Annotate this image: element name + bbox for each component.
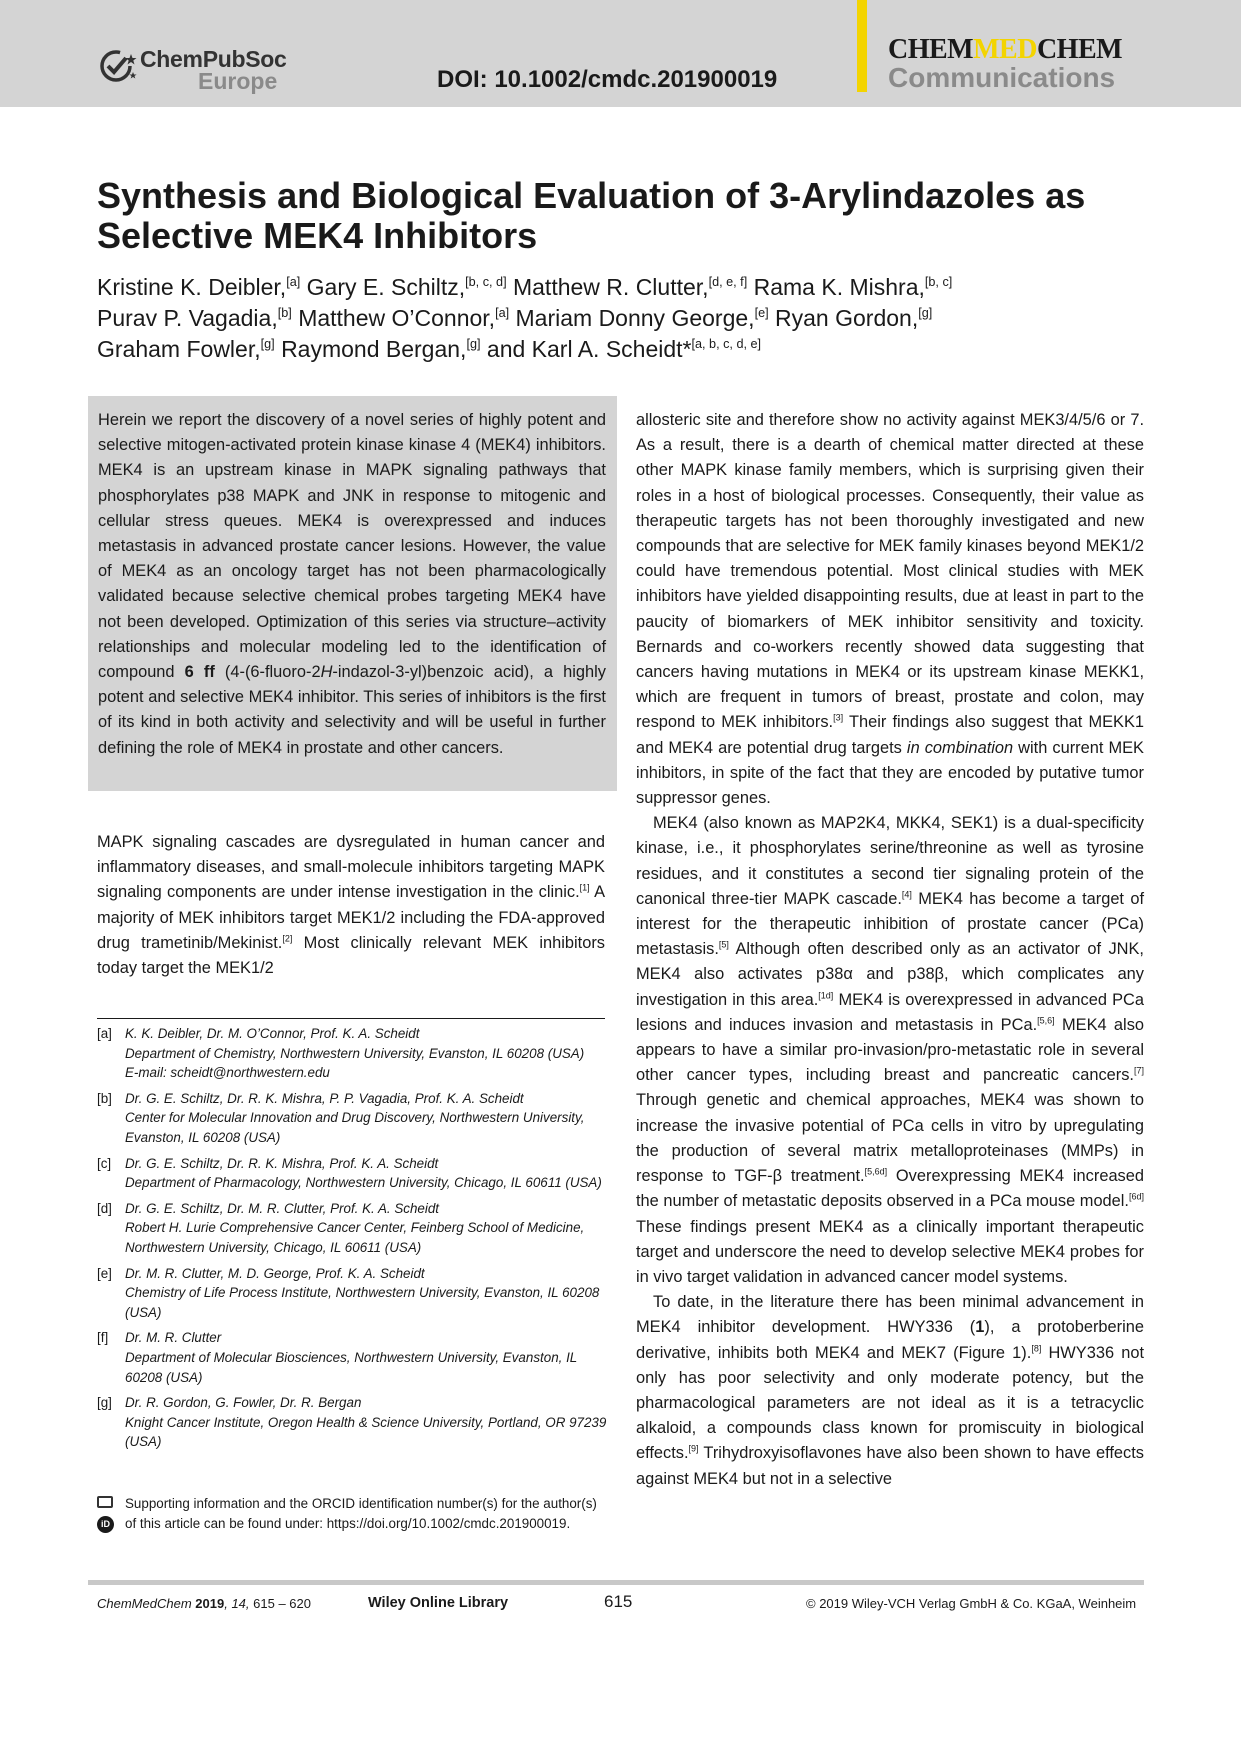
affiliation-item — [97, 1199, 609, 1258]
footer-year: 2019 — [195, 1596, 225, 1611]
body-run: MEK4 also appears to have a similar pro-invasion/pro-metastatic role in several other cancer types, including breast and pancreatic cancers. — [636, 1015, 1145, 1085]
citation-ref[interactable]: [1] — [579, 883, 590, 894]
body-paragraph — [636, 408, 1144, 811]
orcid-icon: iD — [97, 1516, 114, 1533]
citation-ref[interactable]: [6d] — [1128, 1191, 1144, 1202]
body-run: Overexpressing MEK4 increased the number of metastatic deposits observed in a PCa mouse model. — [636, 1167, 1144, 1211]
author-name[interactable]: Raymond Bergan, — [281, 336, 467, 362]
author-name[interactable]: Matthew O’Connor, — [298, 305, 496, 331]
citation-ref[interactable]: [3] — [833, 713, 844, 724]
body-run: MEK4 (also known as MAP2K4, MKK4, SEK1) is a dual-specificity kinase, i.e., it phosphorylates serine/threonine as well as tyrosine residues, and it constitutes a second tier signaling protein of the canonical three-tier MAPK cascade. — [636, 814, 1144, 908]
article-title: Synthesis and Biological Evaluation of 3-Arylindazoles as Selective MEK4 Inhibitors — [97, 175, 1086, 256]
author-affiliation: [g] — [260, 337, 275, 352]
body-run: ), a protoberberine derivative, inhibits both MEK4 and MEK7 (Figure 1). — [636, 1318, 1144, 1362]
affiliation-line: Department of Chemistry, Northwestern University, Evanston, IL 60208 (USA) — [125, 1045, 585, 1061]
author-affiliation: [b, c] — [924, 275, 953, 290]
supporting-info-text[interactable]: Supporting information and the ORCID identification number(s) for the author(s) of this article can be found under: https://doi.org/10.1002/cmdc.201900019. — [125, 1496, 597, 1531]
author-affiliation: [a, b, c, d, e] — [691, 337, 762, 352]
affiliation-line: Dr. M. R. Clutter, M. D. George, Prof. K. A. Scheidt — [125, 1265, 425, 1281]
affiliation-line: Dr. R. Gordon, G. Fowler, Dr. R. Bergan — [125, 1395, 362, 1411]
affiliation-tag: [d] — [97, 1200, 112, 1216]
author-name[interactable]: Kristine K. Deibler, — [97, 274, 287, 300]
chempubsoc-logo-icon — [98, 46, 138, 86]
wiley-online-library-link[interactable]: Wiley Online Library — [368, 1595, 509, 1611]
affiliation-item — [97, 1154, 609, 1193]
affiliation-line: Dr. G. E. Schiltz, Dr. R. K. Mishra, Prof. K. A. Scheidt — [125, 1155, 439, 1171]
journal-name-part: CHEM — [1036, 34, 1123, 65]
footer-volume: 14 — [231, 1596, 246, 1611]
affiliation-tag: [f] — [97, 1330, 109, 1346]
citation-ref[interactable]: [1d] — [818, 990, 834, 1001]
author-name[interactable]: Gary E. Schiltz, — [306, 274, 466, 300]
body-run: Their findings also suggest that MEKK1 and MEK4 are potential drug targets — [636, 713, 1145, 757]
abstract-run: (4-(6-fluoro-2 — [214, 663, 321, 682]
email-link[interactable]: E-mail: scheidt@northwestern.edu — [125, 1065, 330, 1081]
citation-ref[interactable]: [5,6] — [1037, 1015, 1055, 1026]
copyright-notice: © 2019 Wiley-VCH Verlag GmbH & Co. KGaA, Weinheim — [806, 1596, 1137, 1611]
citation-ref[interactable]: [8] — [1031, 1343, 1042, 1354]
affiliation-item — [97, 1328, 609, 1387]
author-name[interactable]: Purav P. Vagadia, — [97, 305, 278, 331]
abstract-text — [98, 408, 606, 761]
compound-label: 1 — [975, 1318, 985, 1337]
affiliation-line: Center for Molecular Innovation and Drug Discovery, Northwestern University, Evanston, IL 60208 (USA) — [125, 1110, 585, 1145]
affiliation-line: Dr. G. E. Schiltz, Dr. M. R. Clutter, Prof. K. A. Scheidt — [125, 1200, 440, 1216]
author-affiliation: [a] — [286, 275, 301, 290]
body-italic: in combination — [906, 738, 1014, 757]
citation-ref[interactable]: [9] — [688, 1444, 699, 1455]
supporting-info-icons — [97, 1496, 115, 1533]
affiliation-line: Chemistry of Life Process Institute, Northwestern University, Evanston, IL 60208 (USA) — [125, 1285, 600, 1320]
journal-name-part: MED — [973, 34, 1037, 65]
page-number: 615 — [604, 1592, 633, 1611]
publisher-name: ChemPubSoc — [140, 46, 287, 72]
journal-accent-bar — [857, 0, 867, 92]
body-run: A majority of MEK inhibitors target MEK1/2 including the FDA-approved drug trametinib/Mekinist. — [97, 883, 605, 952]
affiliation-tag: [a] — [97, 1026, 112, 1041]
affiliation-tag: [b] — [97, 1090, 112, 1106]
author-name[interactable]: Graham Fowler, — [97, 336, 261, 362]
computer-icon — [97, 1496, 113, 1508]
body-run: To date, in the literature there has been minimal advancement in MEK4 inhibitor development. HWY336 ( — [636, 1293, 1144, 1337]
footer-rule — [88, 1580, 1144, 1585]
affiliation-tag: [c] — [97, 1155, 112, 1171]
body-run: HWY336 not only has poor selectivity and only moderate potency, but the pharmacological parameters are not ideal as it is a tetracyclic alkaloid, a compounds class known for promiscuity in biological effects. — [636, 1343, 1144, 1463]
affiliation-line: K. K. Deibler, Dr. M. O’Connor, Prof. K. A. Scheidt — [125, 1026, 420, 1041]
affiliation-line: Dr. M. R. Clutter — [125, 1330, 222, 1346]
body-run: Although often described only as an activator of JNK, MEK4 also activates p38α and p38β, which complicates any investigation in this area. — [636, 940, 1144, 1009]
footer-journal: ChemMedChem — [97, 1596, 192, 1611]
affiliation-item — [97, 1089, 609, 1148]
author-affiliation: [g] — [466, 337, 481, 352]
body-run: with current MEK inhibitors, in spite of the fact that they are encoded by putative tumor suppressor genes. — [636, 738, 1144, 808]
body-run: Most clinically relevant MEK inhibitors today target the MEK1/2 — [97, 933, 605, 978]
article-type: Communications — [888, 62, 1116, 93]
affiliation-line: Department of Molecular Biosciences, Northwestern University, Evanston, IL 60208 (USA) — [125, 1349, 578, 1385]
compound-label: 6 ff — [184, 663, 215, 682]
body-run: Through genetic and chemical approaches, MEK4 was shown to increase the invasive potential of PCa cells in vitro by upregulating the production of several matrix metalloproteinases (MMPs) in response to TGF-β treatment. — [636, 1091, 1144, 1186]
footer-pages: 615 – 620 — [253, 1596, 311, 1611]
affiliation-line: Knight Cancer Institute, Oregon Health & Science University, Portland, OR 97239 (USA) — [125, 1414, 607, 1450]
body-run: MEK4 has become a target of interest for the therapeutic inhibition of prostate cancer (PCa) metastasis. — [636, 889, 1144, 959]
affiliation-item — [97, 1024, 609, 1083]
citation-ref[interactable]: [4] — [901, 889, 912, 900]
abstract-run: Herein we report the discovery of a novel series of highly potent and selective mitogen-activated protein kinase kinase 4 (MEK4) inhibitors. MEK4 is an upstream kinase in MAPK signaling pathways that phosphorylates p38 MAPK and JNK in response to mitogenic and cellular stress queues. MEK4 is overexpressed and induces metastasis in advanced prostate cancer lesions. However, the value of MEK4 as an oncology target has not been pharmacologically validated because selective chemical probes targeting MEK4 have not been developed. Optimization of this series via structure–activity relationships and molecular modeling led to the identification of compound — [98, 411, 606, 682]
affiliation-tag: [e] — [97, 1265, 112, 1281]
intro-paragraph — [97, 830, 605, 981]
right-column — [636, 408, 1144, 1492]
footnote-divider — [97, 1018, 605, 1019]
affiliation-item — [97, 1393, 609, 1452]
affiliation-tag: [g] — [97, 1395, 112, 1411]
footer-citation: ChemMedChem 2019, 14, 615 – 620 — [97, 1596, 311, 1611]
author-affiliation: [a] — [495, 306, 510, 321]
author-affiliation: [e] — [754, 306, 769, 321]
body-run: These findings present MEK4 as a clinically important therapeutic target and underscore the need to develop selective MEK4 probes for in vivo target validation in advanced cancer model systems. — [636, 1217, 1144, 1286]
body-run: Trihydroxyisoflavones have also been shown to have effects against MEK4 but not in a selective — [636, 1444, 1144, 1488]
journal-name-part: CHEM — [888, 34, 974, 65]
publisher-logo[interactable] — [98, 44, 287, 94]
author-affiliation: [b, c, d] — [465, 275, 507, 290]
author-name[interactable]: and Karl A. Scheidt* — [486, 336, 692, 362]
author-list — [97, 272, 1157, 365]
affiliation-line: Robert H. Lurie Comprehensive Cancer Center, Feinberg School of Medicine, Northwestern University, Chicago, IL 60611 (USA) — [125, 1220, 585, 1255]
abstract-run: -indazol-3-yl)benzoic acid), a highly potent and selective MEK4 inhibitor. This series of inhibitors is the first of its kind in both activity and selectivity and will be useful in further defining the role of MEK4 in prostate and other cancers. — [98, 663, 606, 757]
citation-ref[interactable]: [5,6d] — [864, 1166, 888, 1177]
affiliation-line: Dr. G. E. Schiltz, Dr. R. K. Mishra, P. P. Vagadia, Prof. K. A. Scheidt — [125, 1090, 524, 1106]
abstract-italic: H — [320, 663, 333, 682]
body-run: MAPK signaling cascades are dysregulated in human cancer and inflammatory diseases, and small-molecule inhibitors targeting MAPK signaling components are under intense investigation in the clinic. — [97, 833, 605, 902]
citation-ref[interactable]: [2] — [282, 933, 293, 944]
body-paragraph — [636, 1290, 1144, 1492]
body-run: allosteric site and therefore show no activity against MEK3/4/5/6 or 7. As a result, there is a dearth of chemical matter directed at these other MAPK kinase family members, which is surprising given their roles in a host of biological processes. Consequently, their value as therapeutic targets has not been thoroughly investigated and new compounds that are selective for MEK family kinases beyond MEK1/2 could have tremendous potential. Most clinical studies with MEK inhibitors have yielded disappointing results, due at least in part to the paucity of biomarkers of MEK inhibitor sensitivity and toxicity. Bernards and co-workers recently showed data suggesting that cancers having mutations in MEK4 or its upstream kinase MEKK1, which are frequent in tumors of breast, prostate and colon, may respond to MEK inhibitors. — [636, 411, 1144, 732]
author-name[interactable]: Matthew R. Clutter, — [512, 274, 709, 300]
publisher-region: Europe — [198, 68, 278, 94]
body-paragraph — [636, 811, 1144, 1290]
citation-ref[interactable]: [5] — [718, 939, 729, 950]
supporting-info-note — [97, 1494, 609, 1533]
author-name[interactable]: Ryan Gordon, — [775, 305, 919, 331]
author-name[interactable]: Rama K. Mishra, — [753, 274, 925, 300]
author-affiliation: [b] — [277, 306, 292, 321]
doi-link[interactable]: DOI: 10.1002/cmdc.201900019 — [437, 66, 778, 93]
author-affiliation: [g] — [918, 306, 933, 321]
author-name[interactable]: Mariam Donny George, — [515, 305, 755, 331]
affiliation-line: Department of Pharmacology, Northwestern University, Chicago, IL 60611 (USA) — [125, 1175, 602, 1191]
author-affiliation: [d, e, f] — [708, 275, 748, 290]
body-run: MEK4 is overexpressed in advanced PCa lesions and induces invasion and metastasis in PCa. — [636, 990, 1145, 1034]
affiliations-list — [97, 1024, 609, 1458]
citation-ref[interactable]: [7] — [1133, 1065, 1144, 1076]
affiliation-item — [97, 1264, 609, 1323]
